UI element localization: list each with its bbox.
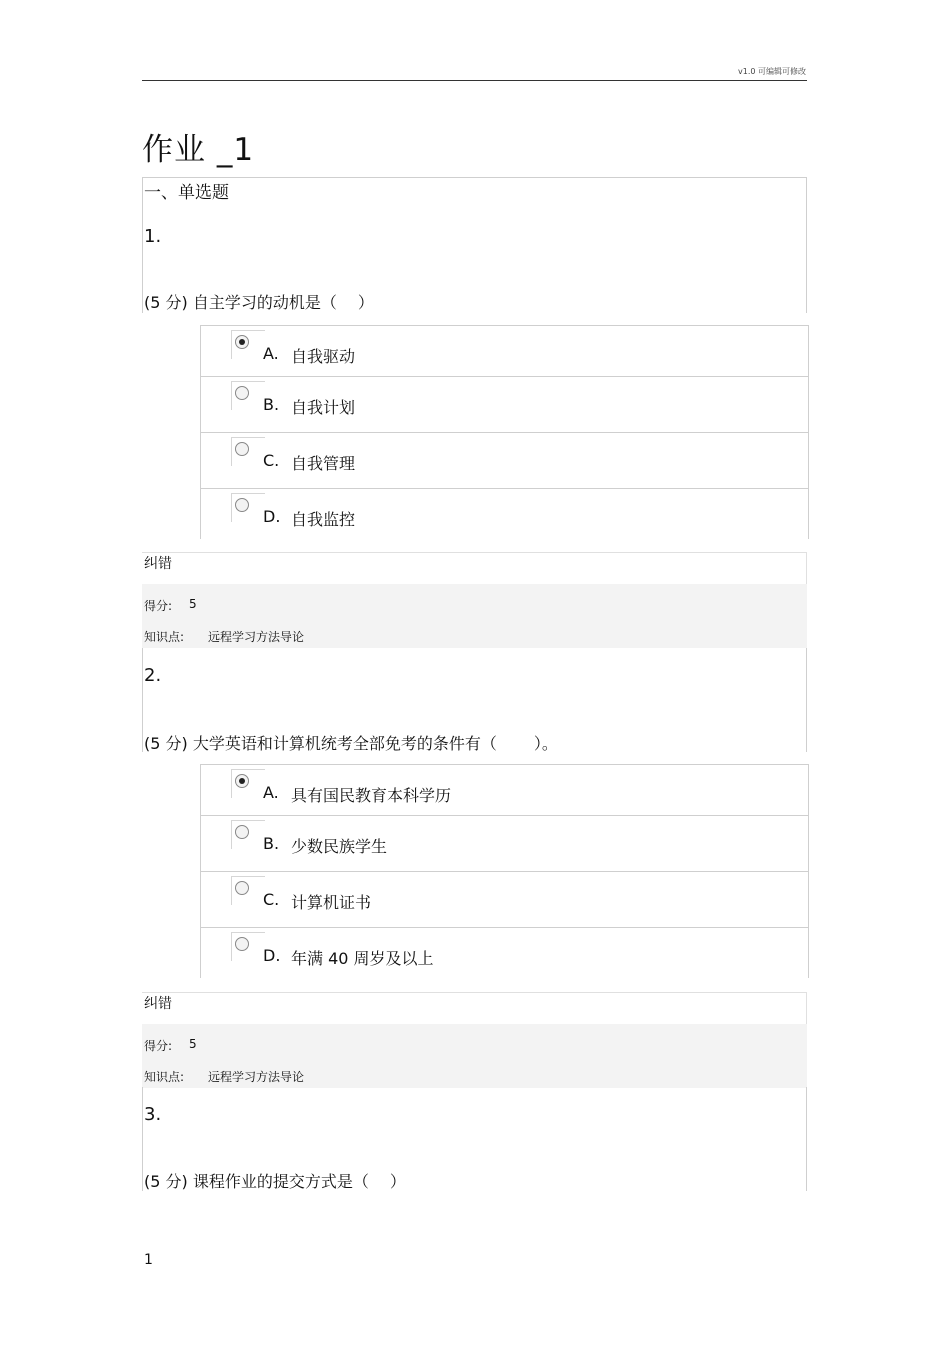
question-3-number: 3.: [144, 1104, 162, 1125]
question-2-options: [200, 764, 809, 978]
radio-frame: [231, 932, 265, 961]
question-1-text: (5 分) 自主学习的动机是（ ）: [144, 293, 374, 312]
page-number: 1: [144, 1252, 153, 1268]
score-value: 5: [189, 1037, 197, 1051]
report-error-link[interactable]: 纠错: [142, 992, 807, 1024]
option-row[interactable]: [201, 489, 808, 539]
radio-button[interactable]: [235, 825, 249, 839]
option-text: 自我计划: [291, 398, 356, 417]
option-letter: D.: [263, 507, 281, 526]
score-value: 5: [189, 597, 197, 611]
question-1-feedback: [142, 552, 807, 648]
knowledge-label: 知识点:: [144, 630, 185, 644]
option-text: 年满 40 周岁及以上: [291, 949, 434, 968]
option-row[interactable]: [201, 816, 808, 872]
option-row[interactable]: [201, 433, 808, 489]
radio-button-selected[interactable]: [235, 774, 249, 788]
q2-right-border: [806, 648, 807, 752]
option-row[interactable]: [201, 928, 808, 978]
option-row[interactable]: [201, 765, 808, 816]
header-note: v1.0 可编辑可修改: [738, 67, 806, 76]
radio-button[interactable]: [235, 442, 249, 456]
knowledge-value: 远程学习方法导论: [208, 630, 305, 644]
radio-button[interactable]: [235, 881, 249, 895]
option-text: 具有国民教育本科学历: [291, 786, 452, 805]
header-rule: [142, 80, 807, 81]
option-letter: B.: [263, 834, 280, 853]
option-text: 自我驱动: [291, 347, 356, 366]
option-letter: C.: [263, 451, 280, 470]
question-2-text: (5 分) 大学英语和计算机统考全部免考的条件有（ ）。: [144, 734, 558, 753]
radio-button[interactable]: [235, 498, 249, 512]
radio-frame: [231, 820, 265, 849]
radio-button[interactable]: [235, 386, 249, 400]
option-text: 自我监控: [291, 510, 356, 529]
radio-button[interactable]: [235, 937, 249, 951]
radio-frame: [231, 769, 265, 798]
option-letter: B.: [263, 395, 280, 414]
knowledge-label: 知识点:: [144, 1070, 185, 1084]
score-panel: [142, 1024, 807, 1088]
score-label: 得分:: [144, 599, 173, 613]
section-top-border: [142, 177, 807, 178]
report-error-link[interactable]: 纠错: [142, 552, 807, 584]
q2-left-border: [142, 648, 143, 752]
radio-button-selected[interactable]: [235, 335, 249, 349]
question-1-options: [200, 325, 809, 539]
option-letter: A.: [263, 344, 279, 363]
radio-frame: [231, 493, 265, 522]
option-text: 计算机证书: [291, 893, 372, 912]
option-row[interactable]: [201, 872, 808, 928]
document-title: 作业 _1: [142, 132, 255, 168]
option-row[interactable]: [201, 377, 808, 433]
q1-right-border: [806, 177, 807, 313]
section-title: 一、单选题: [144, 183, 229, 203]
score-label: 得分:: [144, 1039, 173, 1053]
q3-left-border: [142, 1087, 143, 1191]
option-letter: A.: [263, 783, 279, 802]
radio-frame: [231, 330, 265, 359]
radio-frame: [231, 876, 265, 905]
option-letter: D.: [263, 946, 281, 965]
radio-frame: [231, 437, 265, 466]
q1-left-border: [142, 177, 143, 313]
option-text: 自我管理: [291, 454, 356, 473]
radio-frame: [231, 381, 265, 410]
option-letter: C.: [263, 890, 280, 909]
score-panel: [142, 584, 807, 648]
question-3-text: (5 分) 课程作业的提交方式是（ ）: [144, 1172, 406, 1191]
question-2-feedback: [142, 992, 807, 1088]
question-2-number: 2.: [144, 665, 162, 686]
option-text: 少数民族学生: [291, 837, 388, 856]
q3-right-border: [806, 1087, 807, 1191]
option-row[interactable]: [201, 326, 808, 377]
question-1-number: 1.: [144, 226, 162, 247]
knowledge-value: 远程学习方法导论: [208, 1070, 305, 1084]
